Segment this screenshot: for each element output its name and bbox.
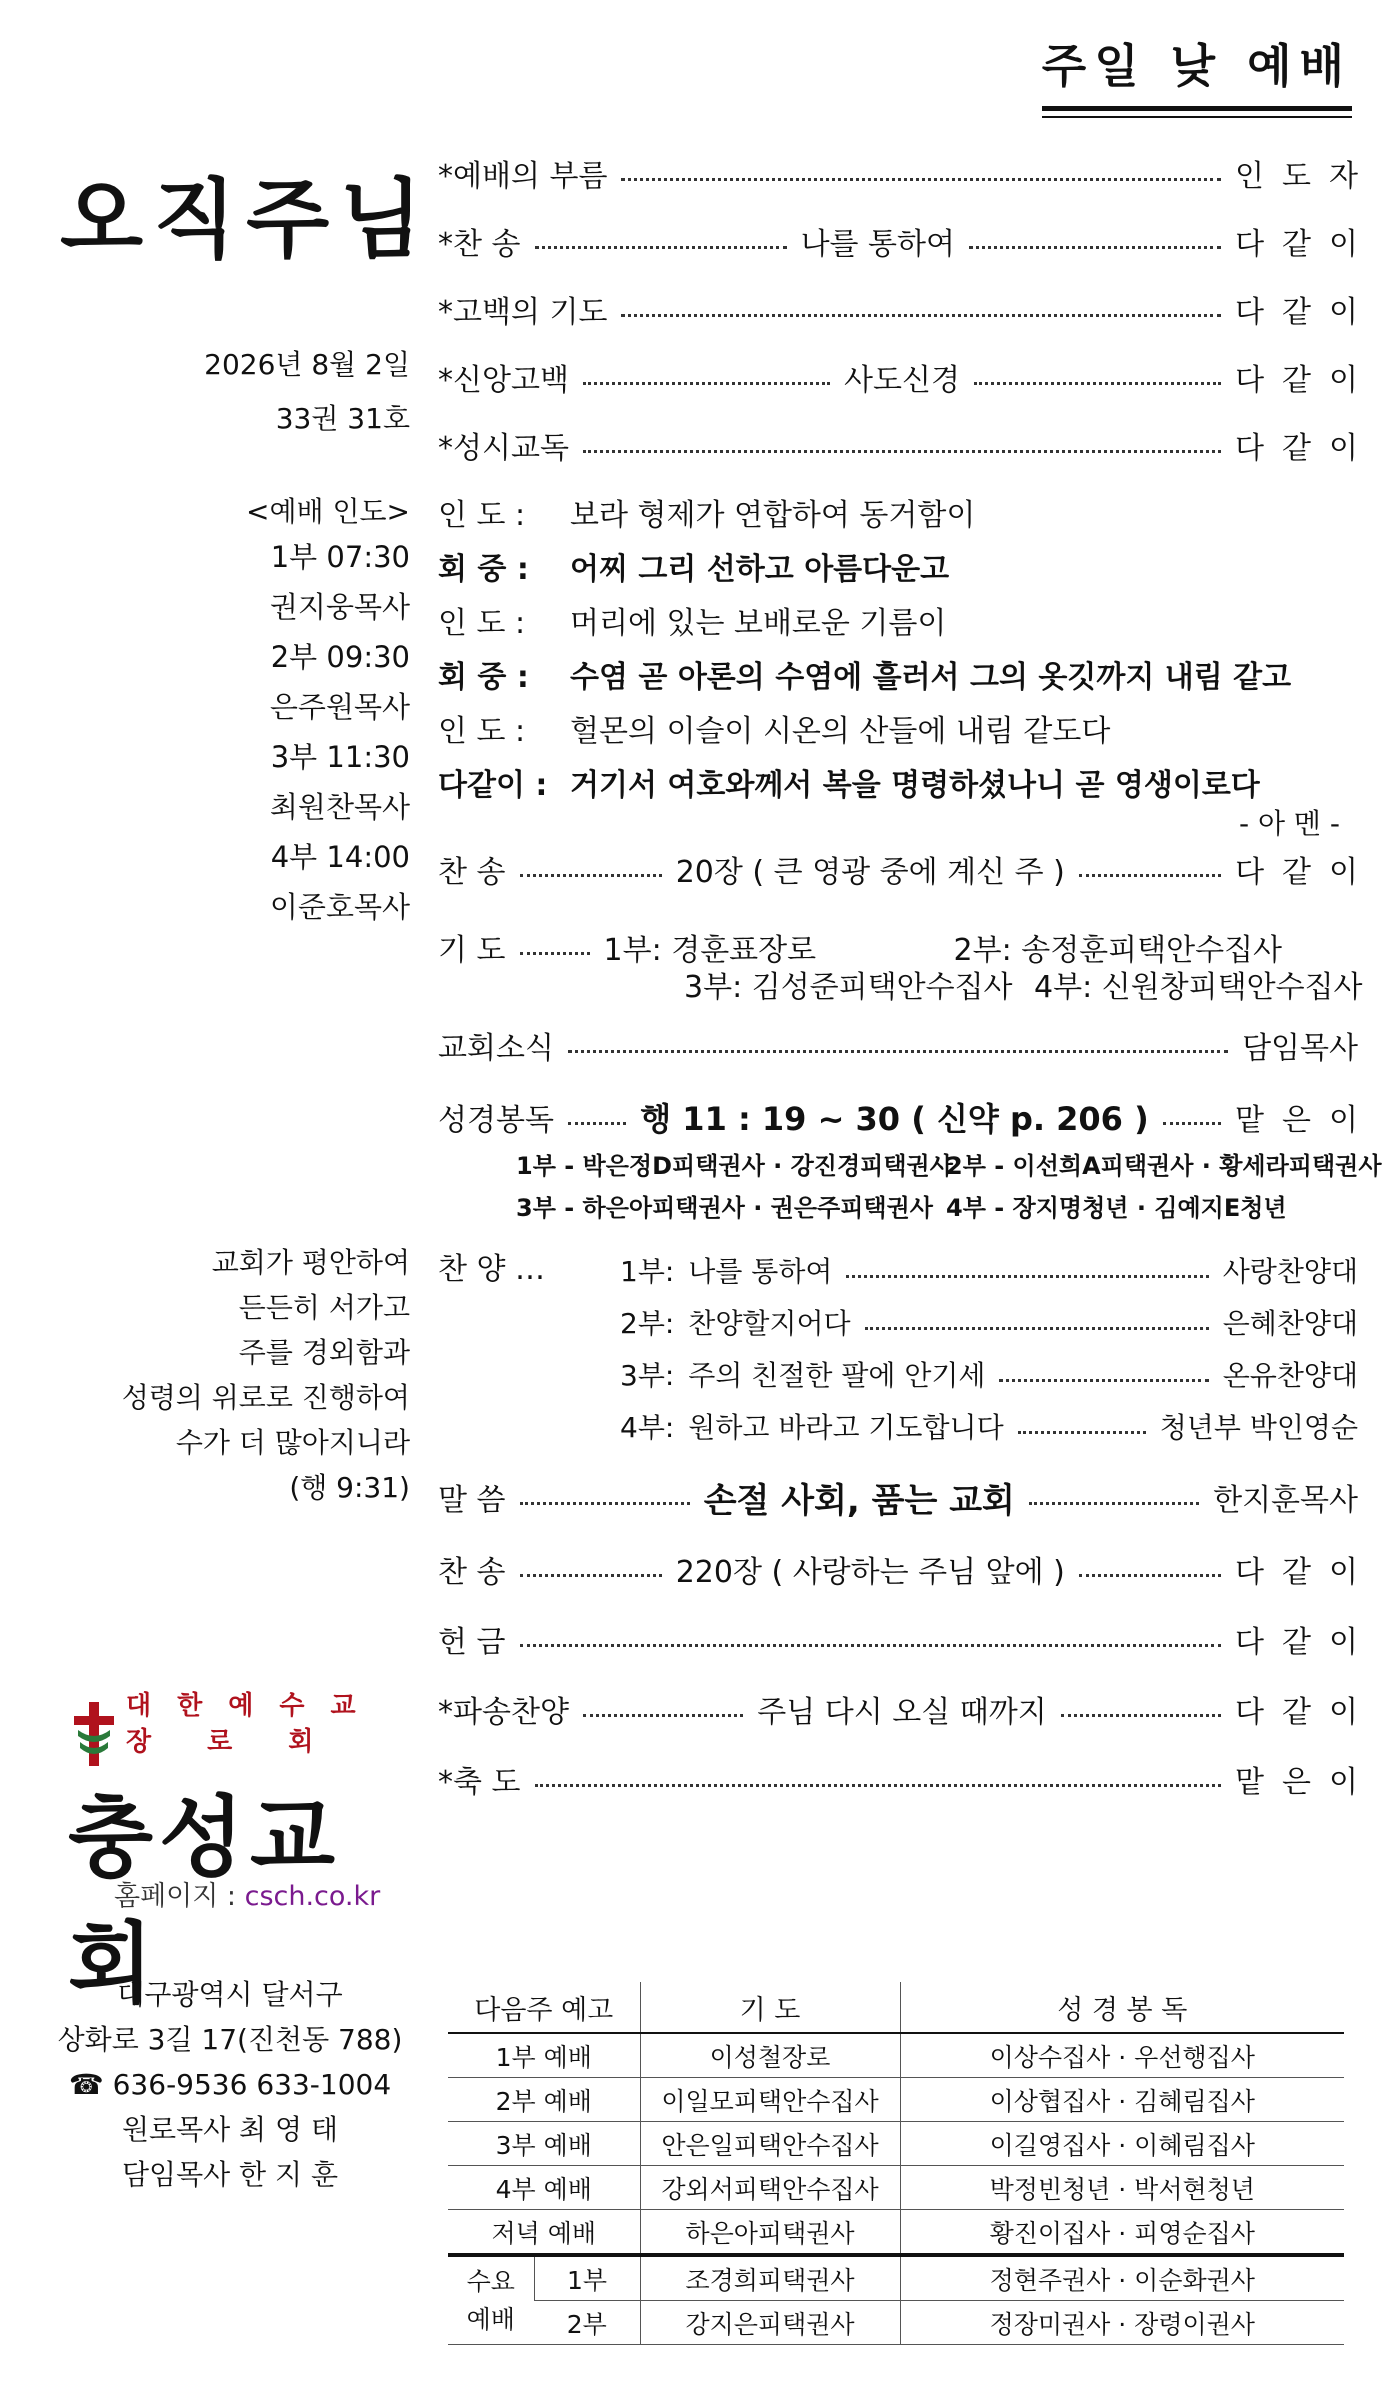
leaders-list xyxy=(270,532,410,932)
table-row xyxy=(448,2166,1344,2210)
responsive-speaker: 다같이 : xyxy=(438,768,548,803)
date-text: 2026년 8월 2일 xyxy=(204,348,410,381)
table-row xyxy=(448,2255,1344,2301)
leader-name: 최원찬목사 xyxy=(269,790,410,824)
anthem-choir: 청년부 박인영순 xyxy=(1159,1411,1358,1444)
responsive-speaker: 회 중 : xyxy=(438,552,529,587)
table-header-row xyxy=(448,1982,1344,2033)
reading-cell: 이길영집사 · 이혜림집사 xyxy=(900,2122,1344,2166)
item-title: 20장 ( 큰 영광 중에 계신 주 ) xyxy=(675,855,1065,890)
order-call-to-worship xyxy=(438,148,1376,198)
denomination-line-2: 장로회 xyxy=(126,1727,370,1757)
verse-line: 수가 더 많아지니라 xyxy=(175,1426,410,1459)
homepage-link[interactable]: csch.co.kr xyxy=(244,1881,381,1912)
responsive-line xyxy=(438,706,1110,750)
dot-leader xyxy=(969,246,1221,249)
order-benediction xyxy=(438,1754,1376,1804)
item-label: 교회소식 xyxy=(438,1031,554,1066)
dot-leader xyxy=(583,1714,743,1717)
wednesday-service-cell xyxy=(448,2255,534,2345)
item-label: *예배의 부름 xyxy=(438,159,608,194)
pastor-emeritus: 원로목사 최 영 태 xyxy=(121,2113,339,2146)
item-label: 헌 금 xyxy=(438,1625,506,1660)
item-label: 성경봉독 xyxy=(438,1103,554,1138)
verse-line: 든든히 서가고 xyxy=(238,1291,410,1324)
service-cell: 1부 예배 xyxy=(448,2033,640,2078)
church-name: 충성교회 xyxy=(68,1786,342,2015)
senior-pastor: 담임목사 한 지 훈 xyxy=(121,2158,339,2191)
service-title: 주일 낮 예배 xyxy=(1042,30,1352,111)
prayer-cell: 강지은피택권사 xyxy=(640,2301,900,2345)
item-label: 기 도 xyxy=(438,933,506,968)
anthem-choir: 온유찬양대 xyxy=(1222,1359,1358,1392)
bulletin-title: 오직주님 xyxy=(60,170,433,270)
item-leader: 다같이 xyxy=(1235,1555,1376,1590)
dot-leader xyxy=(846,1275,1208,1278)
table-row xyxy=(448,2078,1344,2122)
address-line: 대구광역시 달서구 xyxy=(117,1978,343,2011)
cross-logo-icon xyxy=(74,1702,114,1766)
anthem-part: 2부: xyxy=(620,1307,675,1340)
dot-leader xyxy=(520,952,590,955)
part-cell: 1부 xyxy=(534,2255,640,2301)
order-confession xyxy=(438,284,1376,334)
table-row xyxy=(448,2033,1344,2078)
table-row xyxy=(448,2210,1344,2256)
anthem-row xyxy=(620,1248,1358,1292)
dot-leader xyxy=(999,1379,1208,1382)
dot-leader xyxy=(535,1784,1222,1787)
responsive-line xyxy=(438,490,975,534)
table-row xyxy=(448,2122,1344,2166)
item-label: *고백의 기도 xyxy=(438,295,608,330)
order-sending-hymn xyxy=(438,1684,1376,1734)
order-psalter xyxy=(438,420,1376,470)
item-title: 사도신경 xyxy=(844,363,960,398)
wednesday-label: 수요 xyxy=(466,2266,515,2296)
anthem-row xyxy=(620,1300,1358,1344)
verse-line: 성령의 위로로 진행하여 xyxy=(121,1381,410,1414)
verse-line: 주를 경외함과 xyxy=(238,1336,410,1369)
scripture-verse xyxy=(122,1240,410,1510)
phone-line: ☎ 636-9536 633-1004 xyxy=(68,2068,392,2101)
responsive-text: 수염 곧 아론의 수염에 흘러서 그의 옷깃까지 내림 같고 xyxy=(570,660,1292,695)
dot-leader xyxy=(621,314,1221,317)
dot-leader xyxy=(535,246,787,249)
anthem-row xyxy=(620,1352,1358,1396)
dot-leader xyxy=(1079,874,1221,877)
dot-leader xyxy=(520,1502,690,1505)
responsive-text: 거기서 여호와께서 복을 명령하셨나니 곧 영생이로다 xyxy=(570,768,1260,803)
anthem-label: 찬 양 … xyxy=(438,1252,546,1287)
anthem-title: 찬양할지어다 xyxy=(688,1307,851,1340)
verse-reference: (행 9:31) xyxy=(289,1471,410,1504)
prayer-cell: 이성철장로 xyxy=(640,2033,900,2078)
service-cell: 4부 예배 xyxy=(448,2166,640,2210)
responsive-speaker: 인 도 : xyxy=(438,606,526,641)
leader-time: 4부 14:00 xyxy=(270,840,410,874)
item-leader: 다같이 xyxy=(1235,1695,1376,1730)
responsive-line xyxy=(438,652,1291,696)
item-label: *성시교독 xyxy=(438,431,569,466)
address-line: 상화로 3길 17(진천동 788) xyxy=(57,2023,403,2056)
dot-leader xyxy=(1018,1431,1146,1434)
item-label: *파송찬양 xyxy=(438,1695,569,1730)
item-title: 나를 통하여 xyxy=(800,227,955,262)
anthem-title: 주의 친절한 팔에 안기세 xyxy=(688,1359,986,1392)
dot-leader xyxy=(520,874,662,877)
dot-leader xyxy=(974,382,1221,385)
table-header: 기 도 xyxy=(640,1982,900,2033)
reader-group: 4부 - 장지명청년 · 김예지E청년 xyxy=(946,1194,1287,1222)
responsive-speaker: 인 도 : xyxy=(438,714,526,749)
responsive-speaker: 인 도 : xyxy=(438,498,526,533)
prayer-cell: 이일모피택안수집사 xyxy=(640,2078,900,2122)
next-week-table xyxy=(448,1982,1344,2345)
denomination-line-1: 대한예수교 xyxy=(126,1691,382,1721)
item-leader: 한지훈목사 xyxy=(1213,1483,1358,1518)
item-leader: 다같이 xyxy=(1235,1625,1376,1660)
prayer-cell: 하은아피택권사 xyxy=(640,2210,900,2256)
dot-leader xyxy=(1079,1574,1221,1577)
bulletin-date xyxy=(204,338,410,446)
table-header: 다음주 예고 xyxy=(448,1982,640,2033)
leaders-heading: <예배 인도> xyxy=(245,495,410,528)
leader-name: 이준호목사 xyxy=(269,890,410,924)
dot-leader xyxy=(1029,1502,1199,1505)
responsive-line xyxy=(438,544,949,588)
item-leader: 다같이 xyxy=(1235,227,1377,262)
responsive-speaker: 회 중 : xyxy=(438,660,529,695)
anthem-row xyxy=(620,1404,1358,1448)
service-cell: 3부 예배 xyxy=(448,2122,640,2166)
item-title: 주님 다시 오실 때까지 xyxy=(757,1695,1047,1730)
order-creed xyxy=(438,352,1377,402)
item-label: *축 도 xyxy=(438,1765,521,1800)
table-header: 성 경 봉 독 xyxy=(900,1982,1344,2033)
dot-leader xyxy=(1061,1714,1221,1717)
reader-group: 1부 - 박은정D피택권사 · 강진경피택권사 xyxy=(516,1152,953,1180)
dot-leader xyxy=(1163,1122,1221,1125)
order-hymn-1 xyxy=(438,216,1377,266)
order-hymn-3 xyxy=(438,1544,1376,1594)
item-leader: 다같이 xyxy=(1235,295,1376,330)
reading-cell: 정장미권사 · 장령이권사 xyxy=(900,2301,1344,2345)
item-title: 행 11 : 19 ~ 30 ( 신약 p. 206 ) xyxy=(640,1100,1149,1138)
homepage-label: 홈페이지 : xyxy=(114,1881,245,1912)
dot-leader xyxy=(520,1644,1222,1647)
reading-cell: 이상협집사 · 김혜림집사 xyxy=(900,2078,1344,2122)
order-hymn-2 xyxy=(438,844,1377,894)
prayer-cell: 안은일피택안수집사 xyxy=(640,2122,900,2166)
sermon-title: 손절 사회, 품는 교회 xyxy=(703,1480,1015,1521)
order-scripture-reading xyxy=(438,1092,1376,1142)
dot-leader xyxy=(568,1122,626,1125)
prayer-line-2 xyxy=(684,962,1363,1006)
prayer-cell: 조경희피택권사 xyxy=(640,2255,900,2301)
leader-time: 3부 11:30 xyxy=(270,740,410,774)
item-label: *신앙고백 xyxy=(438,363,569,398)
dot-leader xyxy=(583,382,830,385)
leader-time: 1부 07:30 xyxy=(270,540,410,574)
prayer-cell: 강외서피택안수집사 xyxy=(640,2166,900,2210)
leader-time: 2부 09:30 xyxy=(270,640,410,674)
dot-leader xyxy=(568,1050,1228,1053)
anthem-title: 원하고 바라고 기도합니다 xyxy=(688,1411,1004,1444)
prayer-3: 3부: 김성준피택안수집사 xyxy=(684,970,1013,1005)
item-leader: 담임목사 xyxy=(1242,1031,1358,1066)
issue-text: 33권 31호 xyxy=(275,402,410,435)
prayer-2: 2부: 송정훈피택안수집사 xyxy=(953,933,1283,968)
item-leader: 다같이 xyxy=(1235,855,1377,890)
item-leader: 다같이 xyxy=(1235,431,1376,466)
item-label: 말 씀 xyxy=(438,1483,506,1518)
prayer-1: 1부: 경훈표장로 xyxy=(603,933,817,968)
item-label: 찬 송 xyxy=(438,855,506,890)
anthem-part: 3부: xyxy=(620,1359,675,1392)
service-cell: 2부 예배 xyxy=(448,2078,640,2122)
leader-name: 은주원목사 xyxy=(269,690,410,724)
leader-name: 권지웅목사 xyxy=(269,590,410,624)
homepage xyxy=(114,1874,380,1913)
order-offering xyxy=(438,1614,1376,1664)
wednesday-label: 예배 xyxy=(466,2304,515,2334)
order-sermon xyxy=(438,1472,1358,1522)
item-leader: 맡은이 xyxy=(1235,1765,1376,1800)
dot-leader xyxy=(520,1574,662,1577)
reading-cell: 황진이집사 · 피영순집사 xyxy=(900,2210,1344,2256)
church-address xyxy=(40,1972,420,2197)
dot-leader xyxy=(621,178,1221,181)
reading-cell: 이상수집사 · 우선행집사 xyxy=(900,2033,1344,2078)
anthem-choir: 은혜찬양대 xyxy=(1222,1307,1358,1340)
responsive-text: 보라 형제가 연합하여 동거함이 xyxy=(570,498,976,533)
service-cell: 저녁 예배 xyxy=(448,2210,640,2256)
item-label: 찬 송 xyxy=(438,1555,506,1590)
anthem-part: 4부: xyxy=(620,1411,675,1444)
amen: - 아 멘 - xyxy=(1238,807,1340,840)
part-cell: 2부 xyxy=(534,2301,640,2345)
item-leader: 다같이 xyxy=(1235,363,1377,398)
responsive-text: 머리에 있는 보배로운 기름이 xyxy=(570,606,947,641)
item-leader: 맡은이 xyxy=(1235,1103,1376,1138)
verse-line: 교회가 평안하여 xyxy=(211,1246,410,1279)
dot-leader xyxy=(583,450,1221,453)
anthem-part: 1부: xyxy=(620,1255,675,1288)
reader-group: 2부 - 이선희A피택권사 · 황세라피택권사 xyxy=(946,1152,1382,1180)
item-leader: 인도자 xyxy=(1235,159,1376,194)
reading-cell: 정현주권사 · 이순화권사 xyxy=(900,2255,1344,2301)
item-label: *찬 송 xyxy=(438,227,521,262)
responsive-text: 헐몬의 이슬이 시온의 산들에 내림 같도다 xyxy=(570,714,1111,749)
table-row xyxy=(448,2301,1344,2345)
prayer-4: 4부: 신원창피택안수집사 xyxy=(1034,970,1363,1005)
anthem-choir: 사랑찬양대 xyxy=(1222,1255,1358,1288)
responsive-line xyxy=(438,598,946,642)
responsive-text: 어찌 그리 선하고 아름다운고 xyxy=(570,552,950,587)
anthem-title: 나를 통하여 xyxy=(688,1255,833,1288)
responsive-line xyxy=(438,760,1260,804)
dot-leader xyxy=(865,1327,1209,1330)
reader-group: 3부 - 하은아피택권사 · 권은주피택권사 xyxy=(516,1194,933,1222)
item-title: 220장 ( 사랑하는 주님 앞에 ) xyxy=(675,1555,1065,1590)
order-news xyxy=(438,1020,1358,1070)
reading-cell: 박정빈청년 · 박서현청년 xyxy=(900,2166,1344,2210)
